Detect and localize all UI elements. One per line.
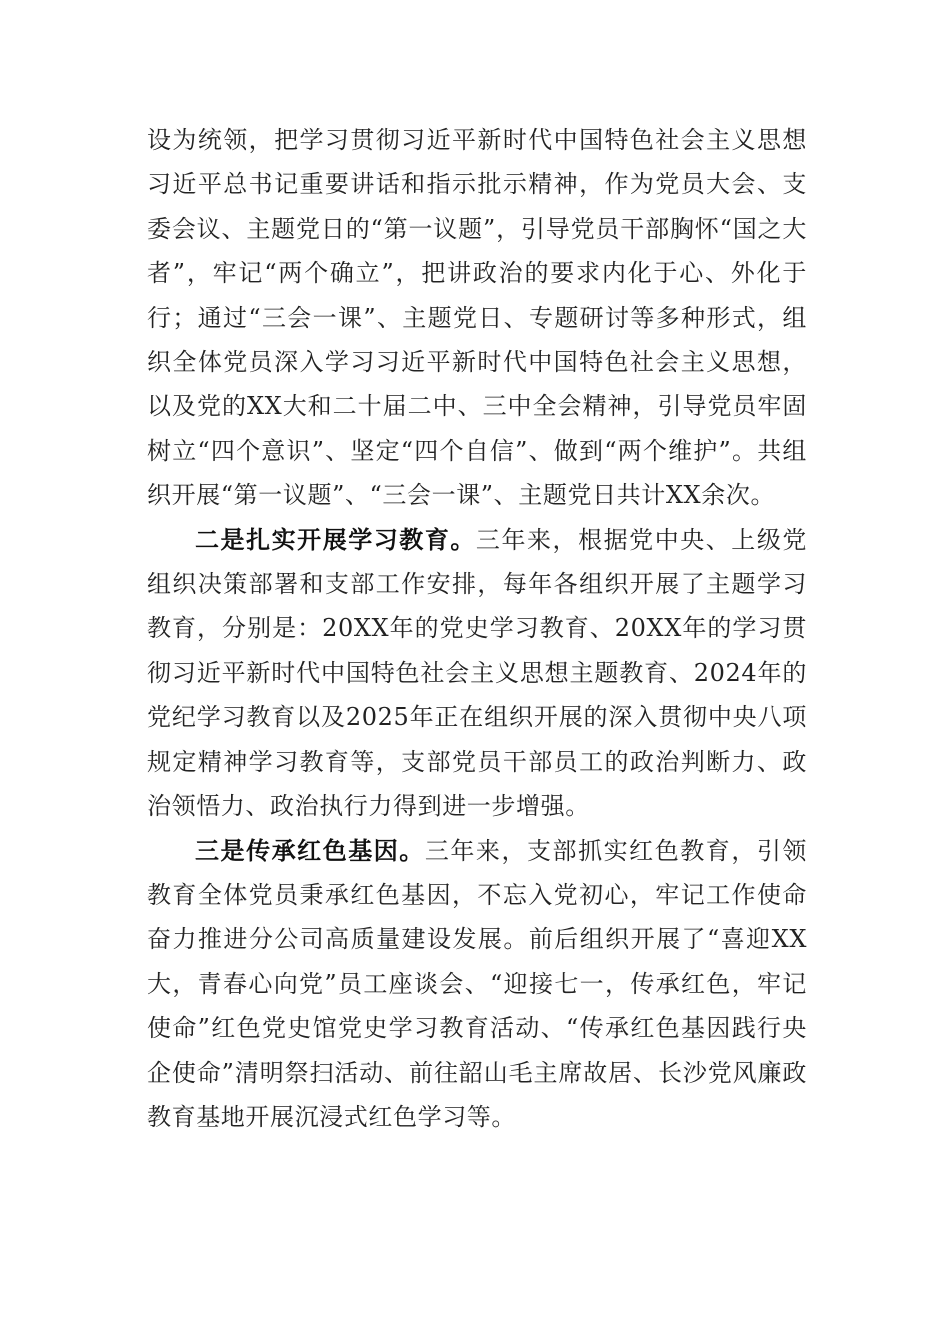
- paragraph-heading: 二是扎实开展学习教育。: [195, 524, 476, 554]
- paragraph-red-gene: [147, 829, 807, 1140]
- paragraph-continuation: [147, 118, 807, 518]
- paragraph-study-education: [147, 518, 807, 829]
- paragraph-text: 三年来，根据党中央、上级党组织决策部署和支部工作安排，每年各组织开展了主题学习教育，分别是：20XX年的党史学习教育、20XX年的学习贯彻习近平新时代中国特色社会主义思想主题教育、2024年的党纪学习教育以及2025年正在组织开展的深入贯彻中央八项规定精神学习教育等，支部党员干部员工的政治判断力、政治领悟力、政治执行力得到进一步增强。: [147, 525, 807, 821]
- paragraph-heading: 三是传承红色基因。: [195, 835, 425, 865]
- paragraph-text: 三年来，支部抓实红色教育，引领教育全体党员秉承红色基因，不忘入党初心，牢记工作使命奋力推进分公司高质量建设发展。前后组织开展了“喜迎XX大，青春心向党”员工座谈会、“迎接七一，传承红色，牢记使命”红色党史馆党史学习教育活动、“传承红色基因践行央企使命”清明祭扫活动、前往韶山毛主席故居、长沙党风廉政教育基地开展沉浸式红色学习等。: [147, 836, 808, 1131]
- paragraph-text: 设为统领，把学习贯彻习近平新时代中国特色社会主义思想习近平总书记重要讲话和指示批示精神，作为党员大会、支委会议、主题党日的“第一议题”，引导党员干部胸怀“国之大者”，牢记“两个确立”，把讲政治的要求内化于心、外化于行；通过“三会一课”、主题党日、专题研讨等多种形式，组织全体党员深入学习习近平新时代中国特色社会主义思想，以及党的XX大和二十届二中、三中全会精神，引导党员牢固树立“四个意识”、坚定“四个自信”、做到“两个维护”。共组织开展“第一议题”、“三会一课”、主题党日共计XX余次。: [147, 126, 807, 510]
- body-text: [147, 118, 807, 1139]
